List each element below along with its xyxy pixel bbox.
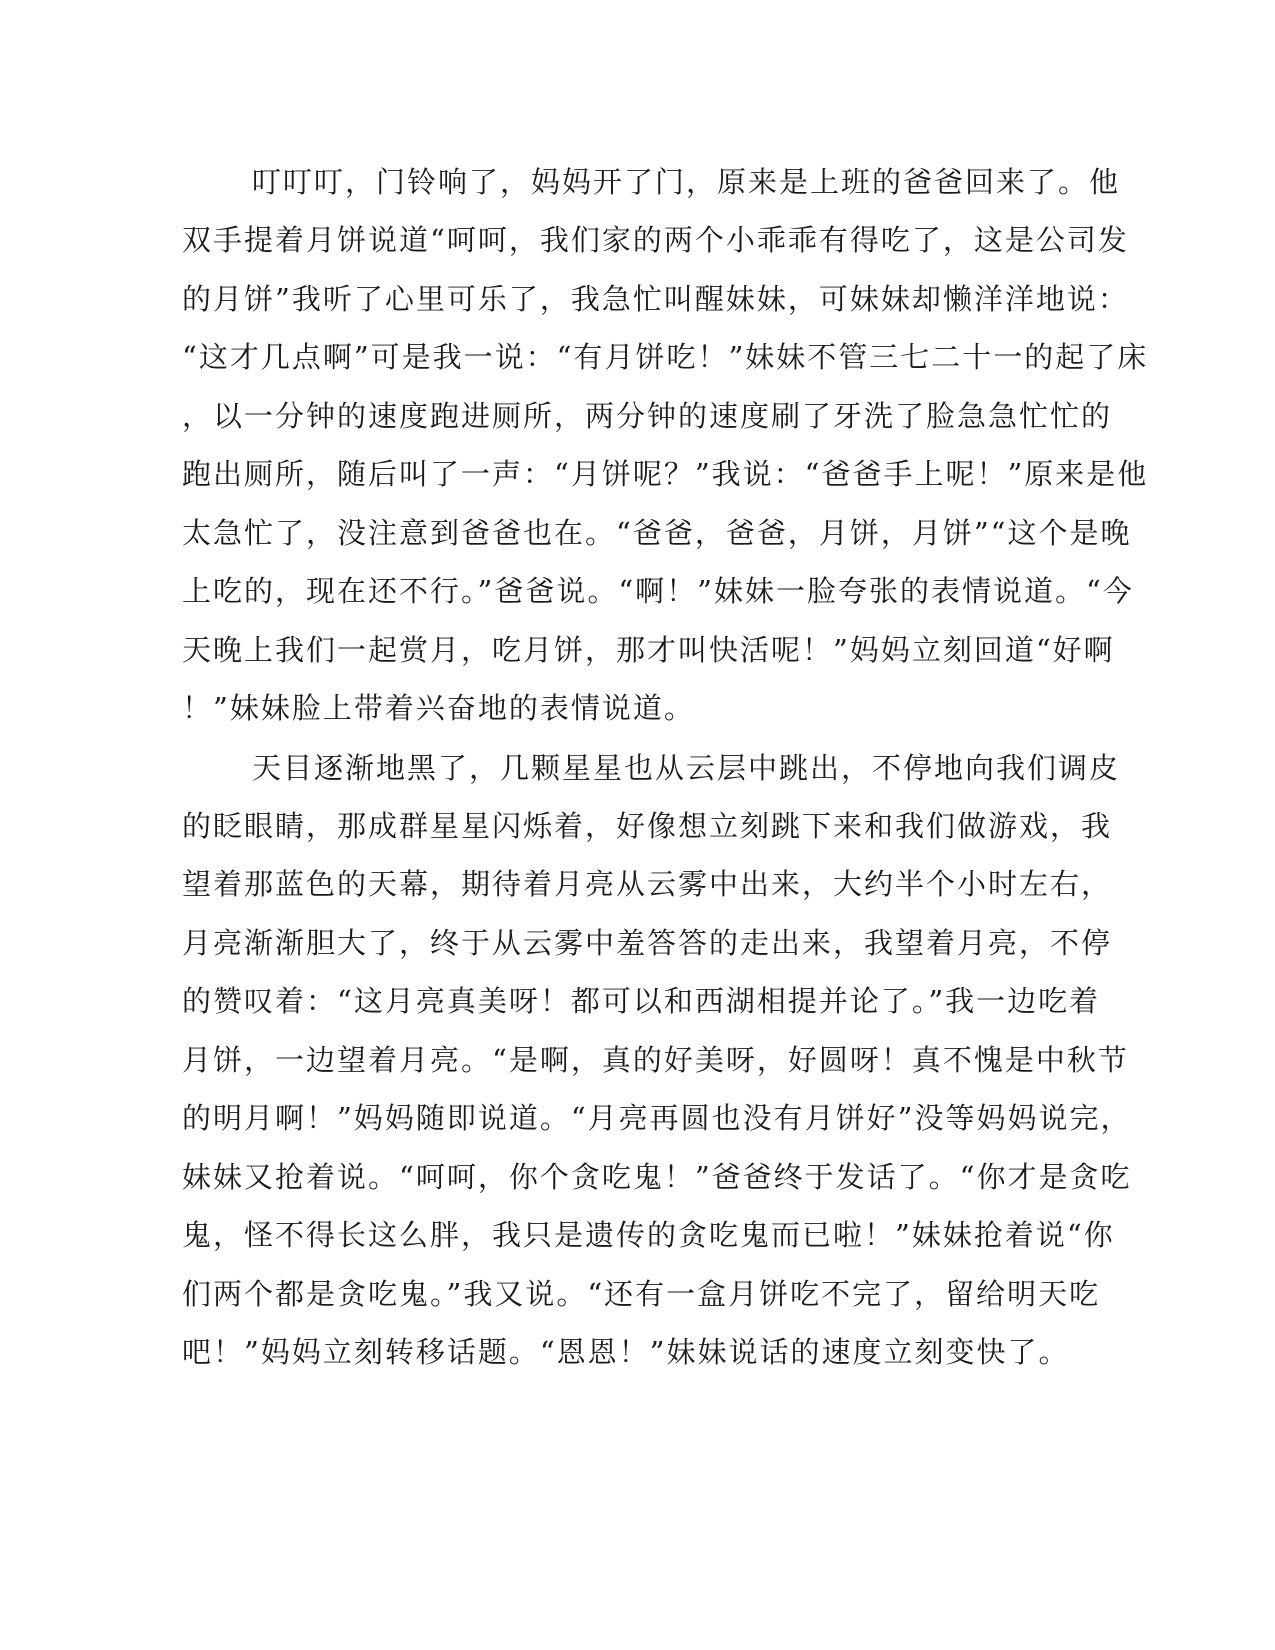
paragraph-1-line-3: 的月饼”我听了心里可乐了，我急忙叫醒妹妹，可妹妹却懒洋洋地说： — [182, 282, 1129, 316]
paragraph-1-line-4: “这才几点啊”可是我一说：“有月饼吃！”妹妹不管三七二十一的起了床 — [182, 340, 1149, 374]
paragraph-2-line-5: 的赞叹着：“这月亮真美呀！都可以和西湖相提并论了。”我一边吃着 — [182, 984, 1101, 1018]
paragraph-2-line-6: 月饼，一边望着月亮。“是啊，真的好美呀，好圆呀！真不愧是中秋节 — [182, 1043, 1129, 1077]
paragraph-2-line-3: 望着那蓝色的天幕，期待着月亮从云雾中出来，大约半个小时左右， — [182, 867, 1113, 901]
paragraph-2-line-7: 的明月啊！”妈妈随即说道。“月亮再圆也没有月饼好”没等妈妈说完， — [182, 1101, 1132, 1135]
paragraph-1-line-10: ！”妹妹脸上带着兴奋地的表情说道。 — [182, 691, 695, 725]
paragraph-2-line-10: 们两个都是贪吃鬼。”我又说。“还有一盒月饼吃不完了，留给明天吃 — [182, 1277, 1101, 1311]
paragraph-1-line-9: 天晚上我们一起赏月，吃月饼，那才叫快活呢！”妈妈立刻回道“好啊 — [182, 633, 1115, 667]
paragraph-2-line-2: 的眨眼睛，那成群星星闪烁着，好像想立刻跳下来和我们做游戏，我 — [182, 809, 1113, 843]
paragraph-1-line-2: 双手提着月饼说道“呵呵，我们家的两个小乖乖有得吃了，这是公司发 — [182, 223, 1129, 257]
paragraph-2-line-8: 妹妹又抢着说。“呵呵，你个贪吃鬼！”爸爸终于发话了。“你才是贪吃 — [182, 1160, 1132, 1194]
paragraph-2-line-11: 吧！”妈妈立刻转移话题。“恩恩！”妹妹说话的速度立刻变快了。 — [182, 1335, 1070, 1369]
paragraph-1-line-8: 上吃的，现在还不行。”爸爸说。“啊！”妹妹一脸夸张的表情说道。“今 — [182, 574, 1134, 608]
paragraph-1-line-7: 太急忙了，没注意到爸爸也在。“爸爸，爸爸，月饼，月饼”“这个是晚 — [182, 516, 1132, 550]
paragraph-1-line-1: 叮叮叮，门铃响了，妈妈开了门，原来是上班的爸爸回来了。他 — [252, 165, 1121, 199]
paragraph-2-line-9: 鬼，怪不得长这么胖，我只是遗传的贪吃鬼而已啦！”妹妹抢着说“你 — [182, 1218, 1115, 1252]
paragraph-2-line-4: 月亮渐渐胆大了，终于从云雾中羞答答的走出来，我望着月亮，不停 — [182, 926, 1113, 960]
paragraph-1-line-5: ，以一分钟的速度跑进厕所，两分钟的速度刷了牙洗了脸急急忙忙的 — [182, 399, 1113, 433]
paragraph-2-line-1: 天目逐渐地黑了，几颗星星也从云层中跳出，不停地向我们调皮 — [252, 751, 1121, 785]
paragraph-1-line-6: 跑出厕所，随后叫了一声：“月饼呢？”我说：“爸爸手上呢！”原来是他 — [182, 457, 1149, 491]
